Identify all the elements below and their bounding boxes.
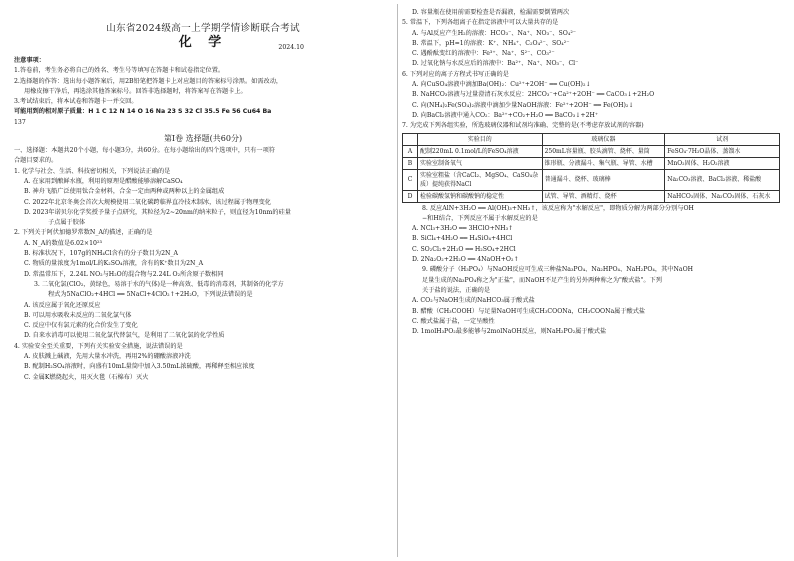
- q4-option-d: D. 容量瓶在使用前需要检查是否漏液，检漏需要倒置两次: [412, 9, 570, 16]
- subject-row: [14, 36, 392, 56]
- note-item: 2.选择题的作答：选出每小题答案后，用2B铅笔把答题卡上对应题目的答案标号涂黑。如需改动，: [14, 77, 283, 85]
- q8-option-c: C. SO₂Cl₂+2H₂O ══ H₂SO₄+2HCl: [412, 245, 516, 253]
- q2-option-d: D. 常温常压下，2.24L NO₂与H₂O的混合物与2.24L O₂所含原子数相同: [24, 270, 224, 278]
- table-cell: 实验室粗盐（含CaCl₂、MgSO₄、CaSO₄杂质）提纯获得NaCl: [417, 169, 542, 190]
- question-9-stem: 9. 磷酸分子（H₃PO₄）与NaOH反应可生成三种盐Na₃PO₄、Na₂HPO₄、NaH₂PO₄，其中NaOH: [422, 266, 694, 274]
- question-9-stem-cont: 足量生成的Na₃PO₄称之为"正盐"，而NaOH不足产生的另外两种称之为"酸式盐"。下列: [422, 276, 662, 284]
- q2-option-c: C. 物质的量浓度为1mol/L的K₂SO₄溶液，含有的K⁺数目为2N_A: [24, 260, 204, 268]
- atomic-masses-cont: 137: [14, 118, 26, 126]
- table-cell: 锥形瓶、分液漏斗、集气瓶、导管、水槽: [542, 157, 665, 169]
- q1-option-b: B. 神舟飞船广泛使用钛合金材料，合金一定由两种或两种以上的金属组成: [24, 188, 225, 196]
- q9-option-d: D. 1molH₃PO₂最多能够与2molNaOH反应，则NaH₂PO₂属于酸式盐: [412, 328, 607, 336]
- table-header: 试剂: [665, 133, 780, 145]
- left-column: [14, 22, 392, 561]
- table-cell: 配制220mL 0.1mol/L的FeSO₄溶液: [417, 145, 542, 157]
- q3-option-b: B. 可以用水吸收未反应的二氧化氯气体: [24, 311, 132, 319]
- note-item: 3.考试结束后，将本试卷和答题卡一并交回。: [14, 98, 138, 106]
- table-cell: B: [403, 157, 418, 169]
- q2-option-a: A. N_A的数值是6.02×10²³: [24, 239, 102, 247]
- q4-option-a: A. 皮肤溅上碱液，先用大量水冲洗，再用2%的硼酸溶液冲洗: [24, 353, 191, 361]
- question-8-stem: 8. 反应AlN+3H₂O ══ Al(OH)₃+NH₃↑，该反应称为"水解反应"，即物质分解为两部分分别与OH: [422, 204, 694, 212]
- exam-date: 2024.10: [278, 44, 304, 51]
- q9-option-c: C. 酸式盐属于盐，一定呈酸性: [412, 317, 495, 325]
- table-row: [403, 169, 780, 190]
- q8-option-b: B. SiCl₄+4H₂O ══ H₄SiO₄+4HCl: [412, 235, 513, 243]
- q9-option-a: A. CO₂与NaOH生成的NaHCO₃属于酸式盐: [412, 297, 535, 305]
- q5-option-c: C. 遇酚酞变红的溶液中：Fe³⁺、Na⁺、S²⁻、CO₃²⁻: [412, 50, 555, 58]
- q3-option-a: A. 该反应属于氧化还原反应: [24, 301, 101, 309]
- q4-option-c: C. 金属K燃烧起火，用灭火毯（石棉布）灭火: [24, 373, 149, 381]
- q6-option-a: A. 向CuSO₄溶液中滴加Ba(OH)₂：Cu²⁺+2OH⁻ ══ Cu(OH)₂↓: [412, 81, 591, 89]
- q1-option-d-cont: 子点属于胶体: [48, 219, 86, 227]
- q3-option-c: C. 反应中仅有氯元素的化合价发生了变化: [24, 322, 138, 330]
- q8-option-d: D. 2Na₂O₂+2H₂O ══ 4NaOH+O₂↑: [412, 256, 519, 264]
- q6-option-d: D. 向BaCl₂溶液中通入CO₂：Ba²⁺+CO₂+H₂O ══ BaCO₃↓+2H⁺: [412, 111, 599, 119]
- q4-option-b: B. 配制H₂SO₄溶液时，向盛有10mL量筒中加入3.50mL浓硫酸，再稀释至相应浓度: [24, 363, 255, 371]
- table-cell: 实验室制备氧气: [417, 157, 542, 169]
- question-2-stem: 2. 下列关于阿伏加德罗常数N_A的描述，正确的是: [14, 229, 153, 237]
- table-header: 玻璃仪器: [542, 133, 665, 145]
- table-header: 实验目的: [417, 133, 542, 145]
- question-4-stem: 4. 实验安全至关重要，下列有关实验安全措施，说法错误的是: [14, 342, 183, 350]
- notes-heading: 注意事项：: [14, 57, 45, 64]
- column-divider: [397, 4, 398, 557]
- experiment-table: [402, 133, 780, 203]
- table-cell: NaHCO₃固体、Na₂CO₃固体、石灰水: [665, 190, 780, 202]
- section-intro: 合题目要求的。: [14, 157, 58, 165]
- question-8-stem-cont: −和H结合，下列反应不属于水解反应的是: [422, 214, 538, 222]
- subject-heading: 化 学: [178, 35, 228, 50]
- note-item: 1.答卷前，考生务必将自己的姓名、考生号等填写在答题卡和试卷指定位置。: [14, 67, 225, 75]
- section-intro: 一、选择题：本题共20个小题，每小题3分，共60分。在每小题给出的四个选项中，只有一项符: [14, 147, 275, 155]
- table-row: [403, 145, 780, 157]
- table-header: [403, 133, 418, 145]
- table-cell: 试管、导管、酒精灯、烧杯: [542, 190, 665, 202]
- table-cell: MnO₂固体、H₂O₂溶液: [665, 157, 780, 169]
- question-1-stem: 1. 化学与社会、生活、科技密切相关，下列说法正确的是: [14, 167, 171, 175]
- q5-option-d: D. 过氧化钠与水反应后的溶液中：Ba²⁺、Na⁺、NO₃⁻、Cl⁻: [412, 60, 579, 68]
- q6-option-c: C. 向(NH₄)₂Fe(SO₄)₂溶液中滴加少量NaOH溶液：Fe²⁺+2OH⁻ ══ Fe(OH)₂↓: [412, 101, 634, 109]
- table-cell: 检验碳酸氢钠和碳酸钠的稳定性: [417, 190, 542, 202]
- table-header-row: [403, 133, 780, 145]
- table-cell: 普通漏斗、烧杯、玻璃棒: [542, 169, 665, 190]
- table-cell: D: [403, 190, 418, 202]
- question-7-stem: 7. 为完成下列各组实验，所选玻璃仪器和试剂均准确、完整的是(不考虑存放试剂的容器): [402, 122, 644, 130]
- table-cell: A: [403, 145, 418, 157]
- table-cell: FeSO₄·7H₂O晶体、蒸馏水: [665, 145, 780, 157]
- q1-option-a: A. 在家用到酿鲜水瓶，利用的原理是醋酸能够溶解CaSO₄: [24, 177, 183, 185]
- exam-title: 山东省2024级高一上学期学情诊断联合考试: [106, 23, 300, 34]
- table-cell: 250mL容量瓶、胶头滴管、烧杯、量筒: [542, 145, 665, 157]
- q6-option-b: B. NaHCO₃溶液与过量澄清石灰水反应：2HCO₃⁻+Ca²⁺+2OH⁻ ══ CaCO₃↓+2H₂O: [412, 91, 655, 99]
- q8-option-a: A. NCl₃+3H₂O ══ 3HClO+NH₃↑: [412, 225, 514, 233]
- q1-option-c: C. 2022年北京冬奥会首次大规模使用二氧化碳跨临界直冷技术制冰，该过程属于物理变化: [24, 198, 271, 206]
- table-row: [403, 190, 780, 202]
- question-3-stem: 3. 二氧化氯(ClO₂，黄绿色，易溶于水的气体)是一种高效、低毒的消毒剂，其制备的化学方: [34, 280, 284, 288]
- question-5-stem: 5. 常温下，下列各组离子在指定溶液中可以大量共存的是: [402, 19, 559, 27]
- q3-option-d: D. 自来水消毒可以使用二氧化氯代替氯气，是利用了二氧化氯的化学性质: [24, 332, 225, 340]
- q2-option-b: B. 标准状况下，107g的NH₄Cl含有的分子数目为2N_A: [24, 250, 178, 258]
- right-column: [402, 8, 780, 561]
- section-title: 第Ⅰ卷 选择题(共60分): [163, 134, 243, 144]
- note-item: 用橡皮擦干净后，再选涂其他答案标号。回答非选择题时，将答案写在答题卡上。: [24, 87, 247, 95]
- q5-option-b: B. 常温下，pH=1的溶液：K⁺、NH₄⁺、C₂O₄²⁻、SO₄²⁻: [412, 39, 570, 47]
- q1-option-d: D. 2023年诺贝尔化学奖授予量子点研究，其粒径为2~20nm的纳米粒子，则直径为10nm的硅量: [24, 208, 291, 216]
- atomic-masses: 可能用到的相对原子质量：H 1 C 12 N 14 O 16 Na 23 S 32 Cl 35.5 Fe 56 Cu64 Ba: [14, 108, 272, 116]
- question-3-stem-cont: 程式为5NaClO₂+4HCl ══ 5NaCl+4ClO₂↑+2H₂O，下列说法错误的是: [48, 291, 253, 299]
- table-cell: Na₂CO₃溶液、BaCl₂溶液、稀盐酸: [665, 169, 780, 190]
- q5-option-a: A. 与Al反应产生H₂的溶液：HCO₃⁻、Na⁺、NO₃⁻、SO₄²⁻: [412, 29, 577, 37]
- question-9-stem-cont: 关于盐的说法，正确的是: [422, 286, 491, 294]
- q9-option-b: B. 醋酸（CH₃COOH）与足量NaOH可生成CH₃COONa，CH₃COONa属于酸式盐: [412, 307, 646, 315]
- question-6-stem: 6. 下列对应的离子方程式书写正确的是: [402, 70, 509, 78]
- table-cell: C: [403, 169, 418, 190]
- table-row: [403, 157, 780, 169]
